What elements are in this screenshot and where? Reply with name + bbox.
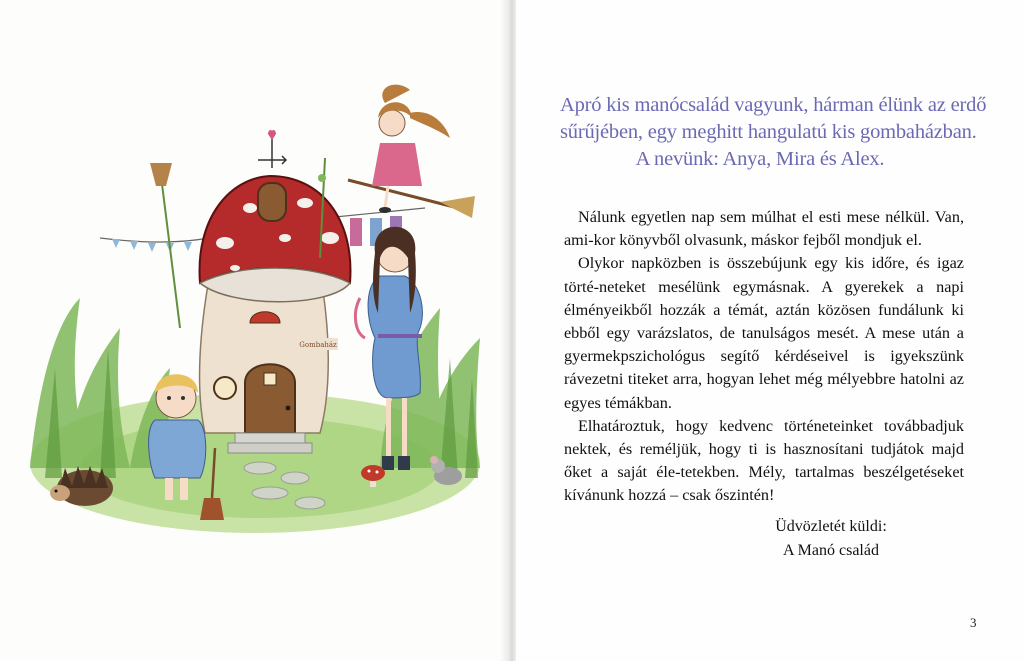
heading-line: Apró kis manócsalád vagyunk, hárman élünk az erdő [560,94,987,116]
paragraph: Nálunk egyetlen nap sem múlhat el esti mese nélkül. Van, ami-kor könyvből olvasunk, máskor fejből mondjuk el. [564,208,964,250]
witch-girl [348,85,475,218]
paragraph: Elhatároztuk, hogy kedvenc történeteinket továbbadjuk nektek, és reméljük, hogy ti is hasznosítani tudjátok majd őket a saját éle-tetekben. Mély, tartalmas beszélgetéseket kívánunk hozzá – csak őszintén! [564,416,964,505]
left-page [0,0,508,661]
right-page [516,0,1024,661]
signoff-family: A Manó család [783,542,879,559]
mushroom-house-illustration [20,68,490,538]
heading-line: sűrűjében, egy meghitt hangulatú kis gombaházban. [560,121,977,143]
page-number: 3 [970,615,977,630]
signoff-greeting: Üdvözletét küldi: [775,518,887,535]
signoff [766,515,896,563]
heading-line: A nevünk: Anya, Mira és Alex. [635,148,885,170]
house-sign: Gombaház [299,341,337,349]
paragraph: Olykor napközben is összebújunk egy kis időre, és igaz törté-neteket mesélünk egymásnak. A gyerekek a napi élményeikből hozzák a témát, aztán közösen fundálunk ki ebből egy varázslatos, de tanulságos mesét. A mese után a gyermekpszichológus segítő kérdéseivel is igyekszünk rávezetni titeket arra, hogyan lehet még mélyebbre hatolni az egyes témákban. [564,254,964,412]
round-window [214,377,236,399]
body-text [564,206,964,508]
intro-heading [560,92,987,173]
broom [200,498,224,520]
